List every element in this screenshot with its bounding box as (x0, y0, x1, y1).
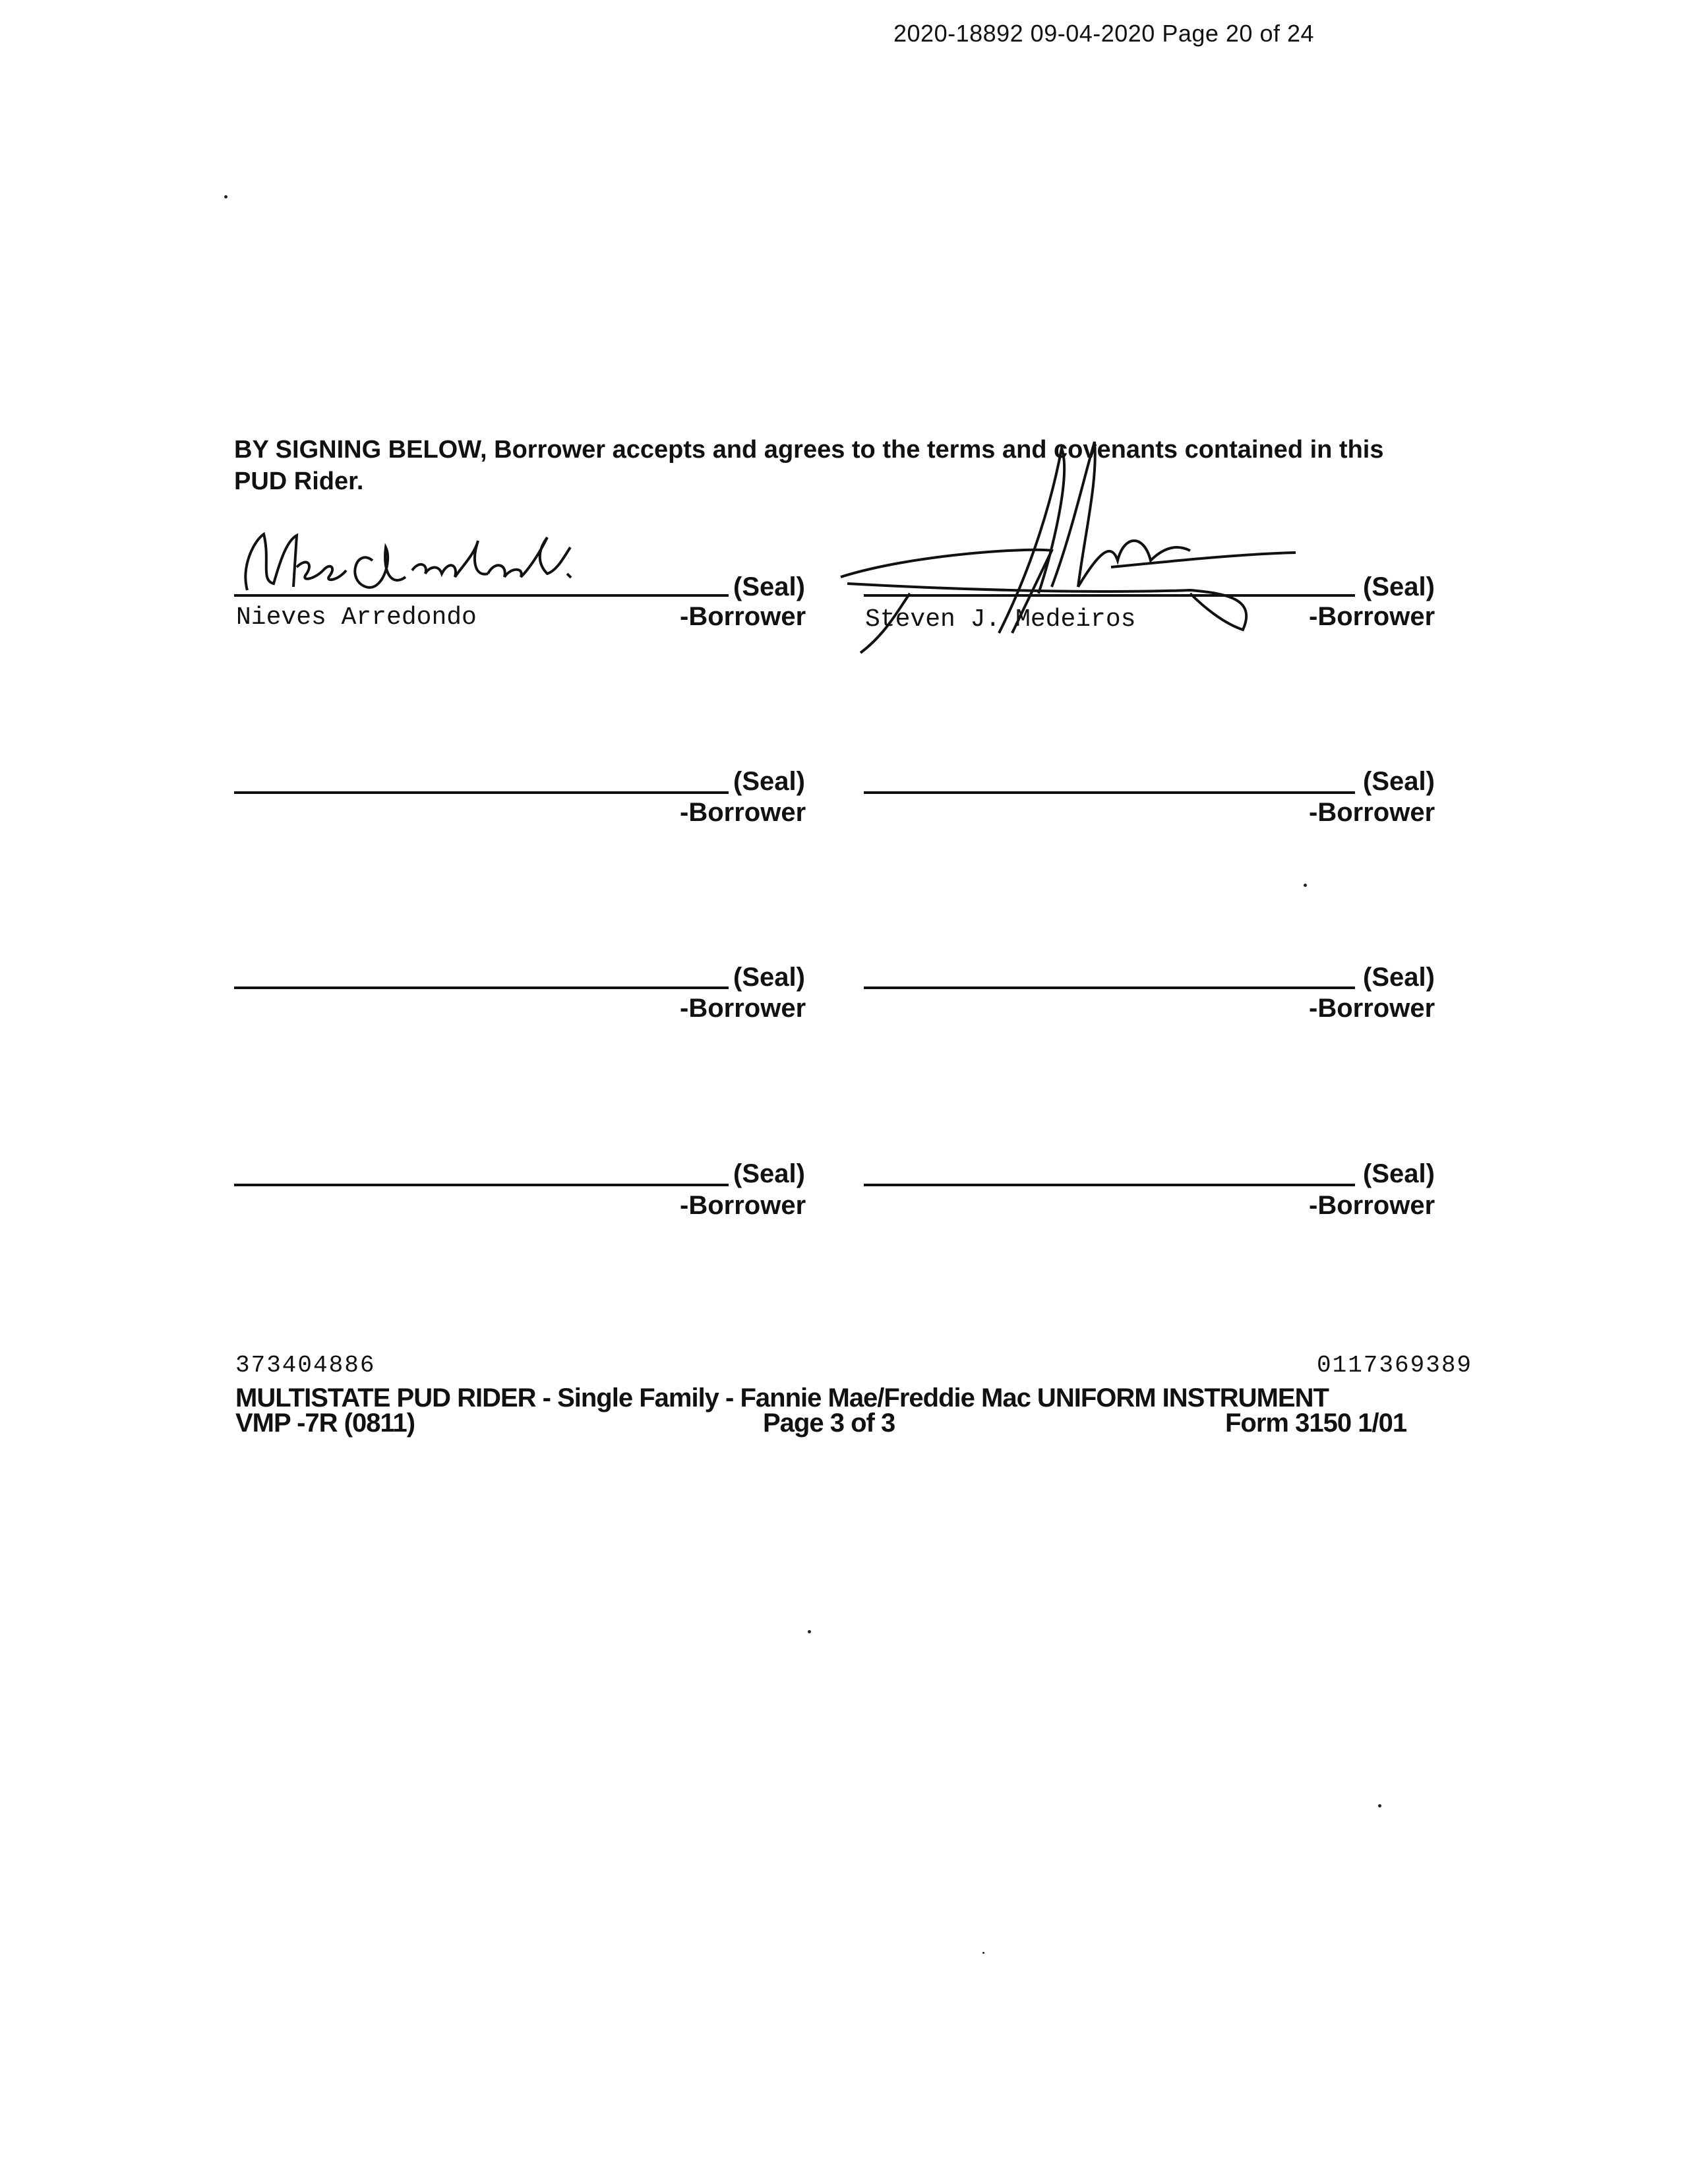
signature-line (234, 594, 729, 597)
borrower-role-label: -Borrower (1309, 602, 1435, 631)
seal-label: (Seal) (733, 767, 805, 796)
signature-line (864, 594, 1355, 597)
seal-label: (Seal) (733, 572, 805, 601)
seal-label: (Seal) (1363, 767, 1435, 796)
speck (1378, 1804, 1381, 1807)
borrower-role-label: -Borrower (1309, 798, 1435, 827)
seal-label: (Seal) (1363, 572, 1435, 601)
signature-line (234, 791, 729, 794)
loan-number-right: 0117369389 (1317, 1352, 1473, 1379)
borrower-role-label: -Borrower (680, 994, 806, 1023)
form-code: VMP -7R (0811) (235, 1409, 415, 1438)
signature-line (864, 986, 1355, 989)
borrower-name: Steven J. Medeiros (865, 605, 1136, 634)
signing-statement: BY SIGNING BELOW, Borrower accepts and agrees to the terms and covenants contained in this PUD Rider. (234, 436, 1384, 495)
speck (224, 195, 227, 198)
signature-line (864, 1184, 1355, 1186)
speck (1304, 884, 1307, 887)
form-number: Form 3150 1/01 (1225, 1409, 1407, 1438)
signature-line (234, 986, 729, 989)
seal-label: (Seal) (733, 963, 805, 992)
recording-stamp: 2020-18892 09-04-2020 Page 20 of 24 (893, 20, 1315, 47)
borrower-role-label: -Borrower (680, 798, 806, 827)
borrower-role-label: -Borrower (1309, 1191, 1435, 1220)
form-title: MULTISTATE PUD RIDER - Single Family - Fannie Mae/Freddie Mac UNIFORM INSTRUMENT (235, 1383, 1329, 1412)
borrower-role-label: -Borrower (680, 602, 806, 631)
borrower-role-label: -Borrower (1309, 994, 1435, 1023)
seal-label: (Seal) (1363, 1159, 1435, 1188)
page-number: Page 3 of 3 (763, 1409, 895, 1438)
borrower-role-label: -Borrower (680, 1191, 806, 1220)
borrower-name: Nieves Arredondo (236, 603, 477, 632)
loan-number-left: 373404886 (235, 1352, 376, 1379)
speck (982, 1952, 984, 1954)
signature-line (864, 791, 1355, 794)
seal-label: (Seal) (1363, 963, 1435, 992)
signature-nieves-arredondo (234, 521, 603, 600)
seal-label: (Seal) (733, 1159, 805, 1188)
signature-line (234, 1184, 729, 1186)
speck (808, 1630, 811, 1633)
